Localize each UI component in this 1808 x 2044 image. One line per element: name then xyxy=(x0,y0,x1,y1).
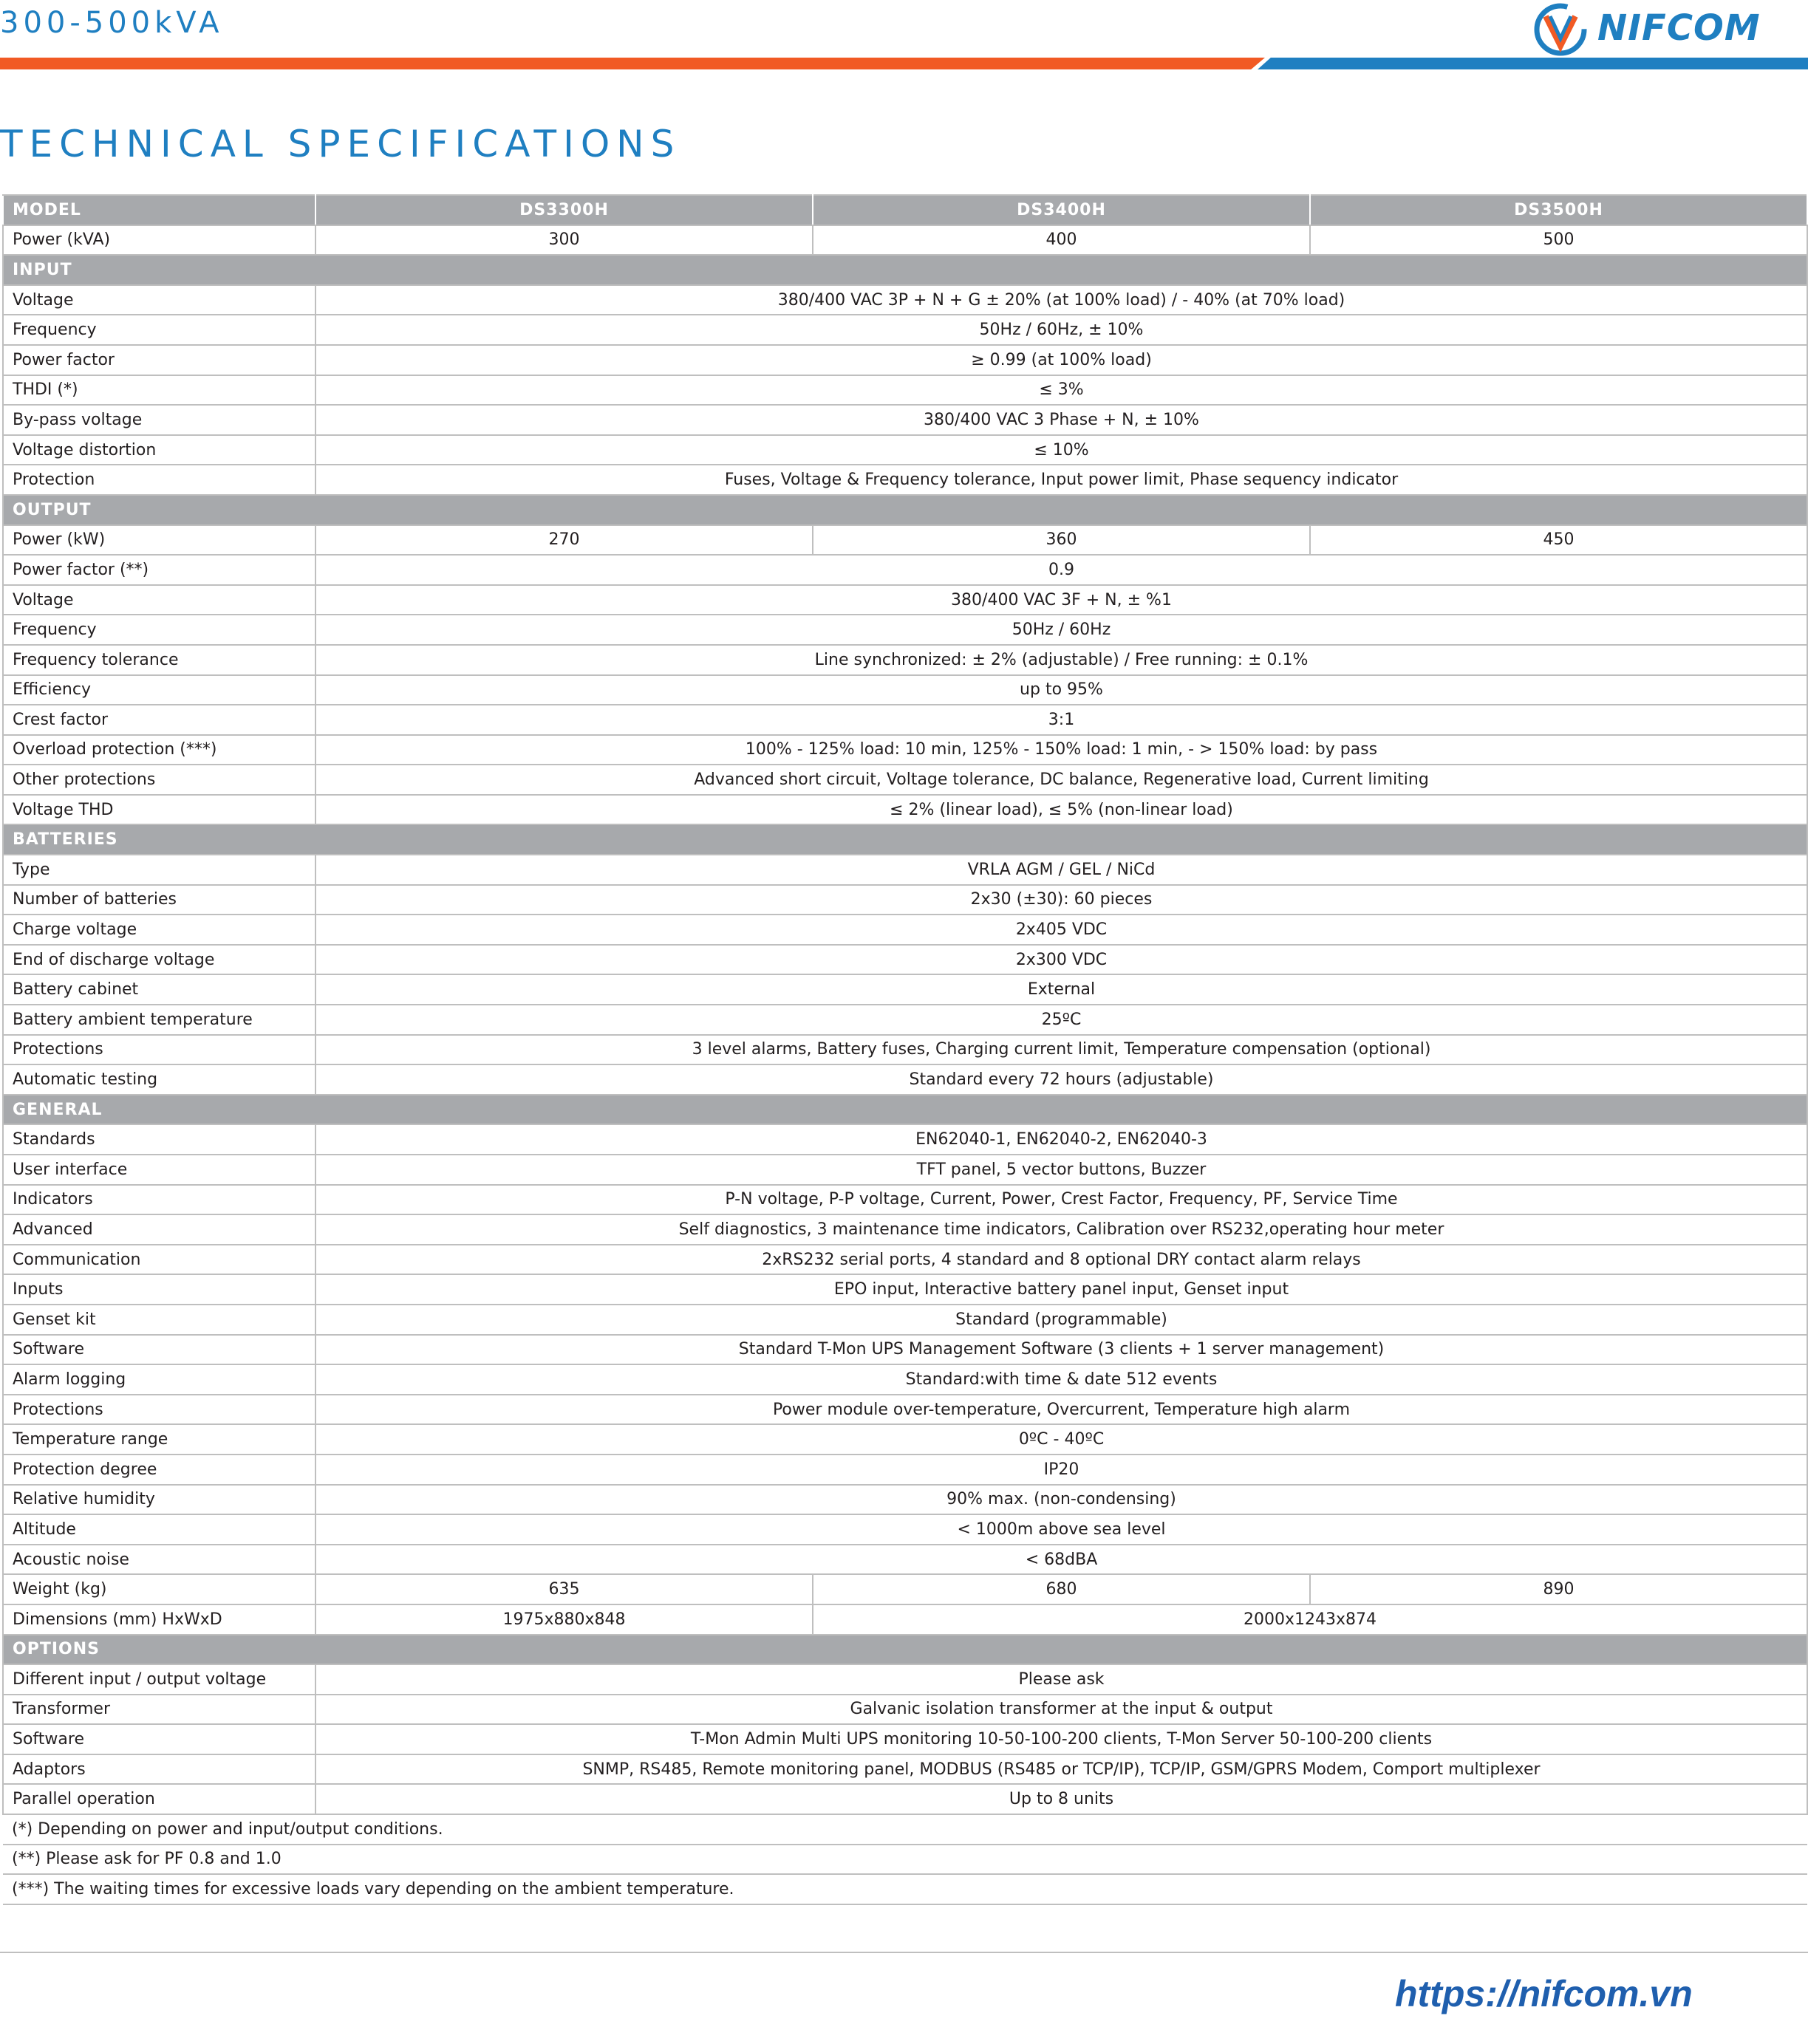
row-label: Protections xyxy=(3,1035,315,1065)
row-label: Protections xyxy=(3,1395,315,1425)
row-value: Standard T-Mon UPS Management Software (3 clients + 1 server management) xyxy=(315,1335,1807,1365)
section-input xyxy=(3,255,1807,285)
table-row xyxy=(3,1124,1807,1155)
row-label: Crest factor xyxy=(3,705,315,735)
section-output xyxy=(3,495,1807,525)
table-row xyxy=(3,1064,1807,1095)
row-value: ≥ 0.99 (at 100% load) xyxy=(315,345,1807,375)
row-label: Different input / output voltage xyxy=(3,1664,315,1695)
row-label: Power factor (**) xyxy=(3,555,315,585)
table-row xyxy=(3,615,1807,645)
row-value: up to 95% xyxy=(315,675,1807,705)
row-label: Charge voltage xyxy=(3,915,315,945)
table-row xyxy=(3,675,1807,705)
table-row xyxy=(3,1245,1807,1275)
row-value: IP20 xyxy=(315,1455,1807,1485)
header-model-1: DS3300H xyxy=(315,195,813,225)
row-label: Weight (kg) xyxy=(3,1574,315,1604)
table-row xyxy=(3,1514,1807,1545)
table-row xyxy=(3,1395,1807,1425)
row-value: External xyxy=(315,974,1807,1005)
section-batteries xyxy=(3,824,1807,855)
table-row xyxy=(3,315,1807,345)
row-label: Protection degree xyxy=(3,1455,315,1485)
table-row xyxy=(3,1485,1807,1515)
row-label: Frequency xyxy=(3,615,315,645)
row-value: ≤ 10% xyxy=(315,435,1807,465)
row-label: Temperature range xyxy=(3,1424,315,1455)
row-label: Transformer xyxy=(3,1695,315,1725)
row-label: Standards xyxy=(3,1124,315,1155)
footnote: (*) Depending on power and input/output conditions. xyxy=(3,1814,1807,1845)
row-label: Acoustic noise xyxy=(3,1545,315,1575)
row-value: 380/400 VAC 3P + N + G ± 20% (at 100% load) / - 40% (at 70% load) xyxy=(315,285,1807,315)
row-value: Up to 8 units xyxy=(315,1784,1807,1814)
row-label: Dimensions (mm) HxWxD xyxy=(3,1604,315,1635)
row-value: SNMP, RS485, Remote monitoring panel, MODBUS (RS485 or TCP/IP), TCP/IP, GSM/GPRS Modem, Comport multiplexer xyxy=(315,1754,1807,1785)
row-value: < 1000m above sea level xyxy=(315,1514,1807,1545)
table-row xyxy=(3,1274,1807,1305)
row-label: Battery cabinet xyxy=(3,974,315,1005)
row-label: Alarm logging xyxy=(3,1364,315,1395)
row-label: Frequency tolerance xyxy=(3,645,315,675)
table-row xyxy=(3,765,1807,795)
section-title: OUTPUT xyxy=(3,495,1807,525)
row-value: Fuses, Voltage & Frequency tolerance, Input power limit, Phase sequency indicator xyxy=(315,465,1807,495)
footer-divider xyxy=(0,1952,1808,1953)
row-label: Voltage xyxy=(3,585,315,615)
row-value: 400 xyxy=(813,225,1310,256)
table-row xyxy=(3,705,1807,735)
row-value: < 68dBA xyxy=(315,1545,1807,1575)
row-label: Parallel operation xyxy=(3,1784,315,1814)
table-row xyxy=(3,1695,1807,1725)
row-label: Adaptors xyxy=(3,1754,315,1785)
row-value: 25ºC xyxy=(315,1005,1807,1035)
row-value: ≤ 2% (linear load), ≤ 5% (non-linear load) xyxy=(315,795,1807,825)
row-value: Standard every 72 hours (adjustable) xyxy=(315,1064,1807,1095)
header-bar-orange xyxy=(0,58,1265,69)
footnote: (***) The waiting times for excessive loads vary depending on the ambient temperature. xyxy=(3,1874,1807,1904)
table-row xyxy=(3,375,1807,406)
table-row xyxy=(3,1335,1807,1365)
row-value: TFT panel, 5 vector buttons, Buzzer xyxy=(315,1155,1807,1185)
row-value: 50Hz / 60Hz xyxy=(315,615,1807,645)
row-value: 100% - 125% load: 10 min, 125% - 150% load: 1 min, - > 150% load: by pass xyxy=(315,735,1807,765)
table-row xyxy=(3,1784,1807,1814)
table-row xyxy=(3,555,1807,585)
table-row xyxy=(3,885,1807,915)
row-value: Power module over-temperature, Overcurrent, Temperature high alarm xyxy=(315,1395,1807,1425)
row-value: 2000x1243x874 xyxy=(813,1604,1807,1635)
table-header-row xyxy=(3,195,1807,225)
row-power-kw xyxy=(3,525,1807,556)
row-label: THDI (*) xyxy=(3,375,315,406)
row-label: Battery ambient temperature xyxy=(3,1005,315,1035)
table-row xyxy=(3,645,1807,675)
header-bar-blue xyxy=(1258,58,1808,69)
row-label: User interface xyxy=(3,1155,315,1185)
table-row xyxy=(3,1455,1807,1485)
row-value: 2x300 VDC xyxy=(315,945,1807,975)
table-row xyxy=(3,1155,1807,1185)
table-row xyxy=(3,915,1807,945)
row-label: Other protections xyxy=(3,765,315,795)
row-label: Software xyxy=(3,1335,315,1365)
table-row xyxy=(3,435,1807,465)
footnote: (**) Please ask for PF 0.8 and 1.0 xyxy=(3,1845,1807,1875)
section-title: GENERAL xyxy=(3,1095,1807,1125)
row-label: Frequency xyxy=(3,315,315,345)
row-label: Altitude xyxy=(3,1514,315,1545)
table-row xyxy=(3,585,1807,615)
row-value: Standard (programmable) xyxy=(315,1305,1807,1335)
row-value: EN62040-1, EN62040-2, EN62040-3 xyxy=(315,1124,1807,1155)
table-row xyxy=(3,285,1807,315)
table-row xyxy=(3,1364,1807,1395)
row-label: Number of batteries xyxy=(3,885,315,915)
row-value: Self diagnostics, 3 maintenance time indicators, Calibration over RS232,operating hour meter xyxy=(315,1214,1807,1245)
row-label: Efficiency xyxy=(3,675,315,705)
row-value: 680 xyxy=(813,1574,1310,1604)
table-row xyxy=(3,345,1807,375)
table-row xyxy=(3,1724,1807,1754)
row-value: 2xRS232 serial ports, 4 standard and 8 optional DRY contact alarm relays xyxy=(315,1245,1807,1275)
row-value: 300 xyxy=(315,225,813,256)
header-model-3: DS3500H xyxy=(1310,195,1807,225)
row-value: 50Hz / 60Hz, ± 10% xyxy=(315,315,1807,345)
row-value: 380/400 VAC 3F + N, ± %1 xyxy=(315,585,1807,615)
row-value: 270 xyxy=(315,525,813,556)
table-row xyxy=(3,795,1807,825)
header-model-2: DS3400H xyxy=(813,195,1310,225)
row-value: 360 xyxy=(813,525,1310,556)
footnote-row xyxy=(3,1874,1807,1904)
row-value: 90% max. (non-condensing) xyxy=(315,1485,1807,1515)
page-heading: TECHNICAL SPECIFICATIONS xyxy=(0,123,681,165)
row-label: Voltage THD xyxy=(3,795,315,825)
row-value: Galvanic isolation transformer at the input & output xyxy=(315,1695,1807,1725)
section-options xyxy=(3,1635,1807,1665)
section-title: INPUT xyxy=(3,255,1807,285)
row-dimensions xyxy=(3,1604,1807,1635)
table-row xyxy=(3,1005,1807,1035)
row-value: 1975x880x848 xyxy=(315,1604,813,1635)
row-label: Communication xyxy=(3,1245,315,1275)
row-label: Relative humidity xyxy=(3,1485,315,1515)
row-weight xyxy=(3,1574,1807,1604)
row-value: 3 level alarms, Battery fuses, Charging current limit, Temperature compensation (optional) xyxy=(315,1035,1807,1065)
row-value: VRLA AGM / GEL / NiCd xyxy=(315,855,1807,885)
header-model-label: MODEL xyxy=(3,195,315,225)
row-label: Inputs xyxy=(3,1274,315,1305)
row-label: Indicators xyxy=(3,1185,315,1215)
table-row xyxy=(3,465,1807,495)
website-url[interactable]: https://nifcom.vn xyxy=(1395,1973,1693,2014)
row-label: Voltage xyxy=(3,285,315,315)
table-row xyxy=(3,1664,1807,1695)
row-label: Protection xyxy=(3,465,315,495)
table-row xyxy=(3,1305,1807,1335)
row-label: Software xyxy=(3,1724,315,1754)
row-label: Power factor xyxy=(3,345,315,375)
row-label: Voltage distortion xyxy=(3,435,315,465)
table-row xyxy=(3,405,1807,435)
row-value: 500 xyxy=(1310,225,1807,256)
row-value: Standard:with time & date 512 events xyxy=(315,1364,1807,1395)
row-value: 2x30 (±30): 60 pieces xyxy=(315,885,1807,915)
row-label: Genset kit xyxy=(3,1305,315,1335)
row-label: End of discharge voltage xyxy=(3,945,315,975)
table-row xyxy=(3,945,1807,975)
row-label: Power (kVA) xyxy=(3,225,315,256)
row-label: Overload protection (***) xyxy=(3,735,315,765)
row-label: Type xyxy=(3,855,315,885)
table-row xyxy=(3,1185,1807,1215)
table-row xyxy=(3,1035,1807,1065)
footnote-row xyxy=(3,1845,1807,1875)
section-title: BATTERIES xyxy=(3,824,1807,855)
table-row xyxy=(3,855,1807,885)
nifcom-logo-icon xyxy=(1529,0,1596,59)
section-title: OPTIONS xyxy=(3,1635,1807,1665)
row-power-kva xyxy=(3,225,1807,256)
row-value: 0.9 xyxy=(315,555,1807,585)
row-value: EPO input, Interactive battery panel input, Genset input xyxy=(315,1274,1807,1305)
section-general xyxy=(3,1095,1807,1125)
table-row xyxy=(3,1214,1807,1245)
row-value: ≤ 3% xyxy=(315,375,1807,406)
row-value: 0ºC - 40ºC xyxy=(315,1424,1807,1455)
row-label: By-pass voltage xyxy=(3,405,315,435)
table-row xyxy=(3,1545,1807,1575)
row-value: 380/400 VAC 3 Phase + N, ± 10% xyxy=(315,405,1807,435)
row-label: Automatic testing xyxy=(3,1064,315,1095)
row-value: Advanced short circuit, Voltage tolerance, DC balance, Regenerative load, Current limiting xyxy=(315,765,1807,795)
table-row xyxy=(3,1754,1807,1785)
row-value: 450 xyxy=(1310,525,1807,556)
row-value: T-Mon Admin Multi UPS monitoring 10-50-100-200 clients, T-Mon Server 50-100-200 clients xyxy=(315,1724,1807,1754)
row-value: P-N voltage, P-P voltage, Current, Power, Crest Factor, Frequency, PF, Service Time xyxy=(315,1185,1807,1215)
row-value: 890 xyxy=(1310,1574,1807,1604)
row-value: Line synchronized: ± 2% (adjustable) / Free running: ± 0.1% xyxy=(315,645,1807,675)
product-range-title: 300-500kVA xyxy=(0,6,224,40)
nifcom-logo xyxy=(1529,0,1773,59)
table-row xyxy=(3,735,1807,765)
footnote-row xyxy=(3,1814,1807,1845)
logo-wordmark: NIFCOM xyxy=(1597,7,1761,49)
table-row xyxy=(3,974,1807,1005)
row-value: 3:1 xyxy=(315,705,1807,735)
table-row xyxy=(3,1424,1807,1455)
row-value: 2x405 VDC xyxy=(315,915,1807,945)
row-value: Please ask xyxy=(315,1664,1807,1695)
spec-table xyxy=(2,194,1808,1905)
row-label: Advanced xyxy=(3,1214,315,1245)
row-label: Power (kW) xyxy=(3,525,315,556)
row-value: 635 xyxy=(315,1574,813,1604)
spec-table-body xyxy=(3,195,1807,1904)
